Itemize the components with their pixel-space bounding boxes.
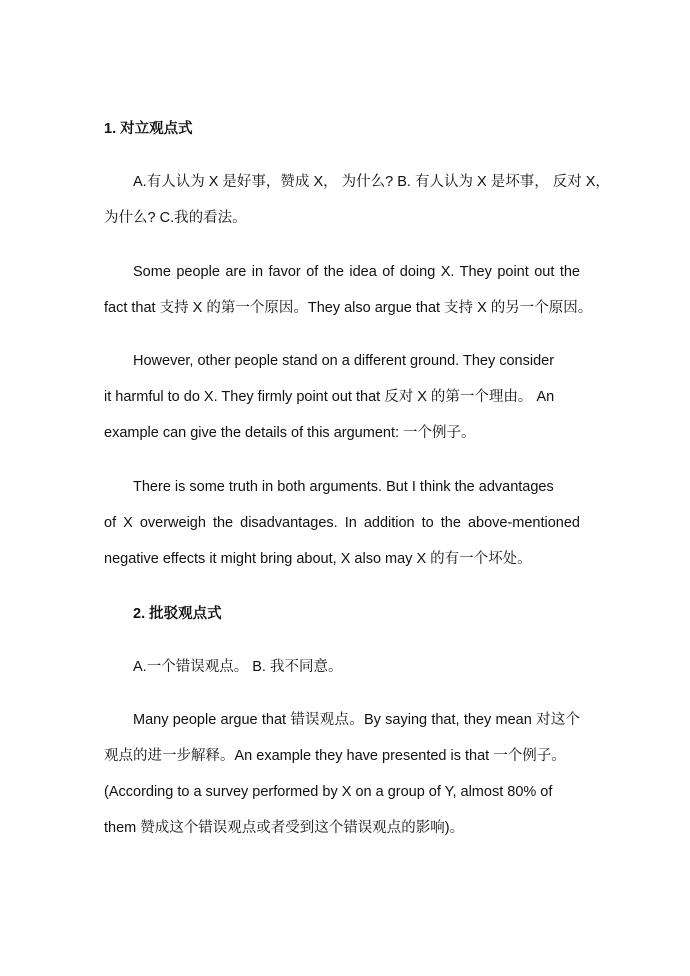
section-1-paragraph-1-line-1: Some people are in favor of the idea of doing X. They point out the: [133, 264, 580, 280]
section-1-paragraph-2-line-3: example can give the details of this argument: 一个例子。: [104, 425, 476, 441]
section-1-heading: 1. 对立观点式: [104, 121, 193, 137]
section-1-paragraph-3-line-2: of X overweigh the disadvantages. In addition to the above-mentioned: [104, 515, 580, 531]
section-1-outline-line-1: A.有人认为 X 是好事，赞成 X， 为什么? B. 有人认为 X 是坏事， 反对 X，: [133, 174, 610, 190]
section-2-outline-line-1: A.一个错误观点。 B. 我不同意。: [133, 659, 343, 675]
section-1-paragraph-2-line-2: it harmful to do X. They firmly point out that 反对 X 的第一个理由。 An: [104, 389, 555, 405]
section-2-heading: 2. 批驳观点式: [133, 606, 222, 622]
section-1-paragraph-1-line-2: fact that 支持 X 的第一个原因。They also argue that 支持 X 的另一个原因。: [104, 300, 593, 316]
section-2-paragraph-1-line-2: 观点的进一步解释。An example they have presented is that 一个例子。: [104, 748, 566, 764]
section-2-paragraph-1-line-4: them 赞成这个错误观点或者受到这个错误观点的影响)。: [104, 820, 465, 836]
section-1-outline-line-2: 为什么? C.我的看法。: [104, 210, 247, 226]
section-2-paragraph-1-line-1: Many people argue that 错误观点。By saying that, they mean 对这个: [133, 712, 580, 728]
section-1-paragraph-3-line-3: negative effects it might bring about, X also may X 的有一个坏处。: [104, 551, 532, 567]
section-1-paragraph-2-line-1: However, other people stand on a different ground. They consider: [133, 353, 555, 369]
section-1-paragraph-3-line-1: There is some truth in both arguments. But I think the advantages: [133, 479, 554, 495]
section-2-paragraph-1-line-3: (According to a survey performed by X on a group of Y, almost 80% of: [104, 784, 553, 800]
